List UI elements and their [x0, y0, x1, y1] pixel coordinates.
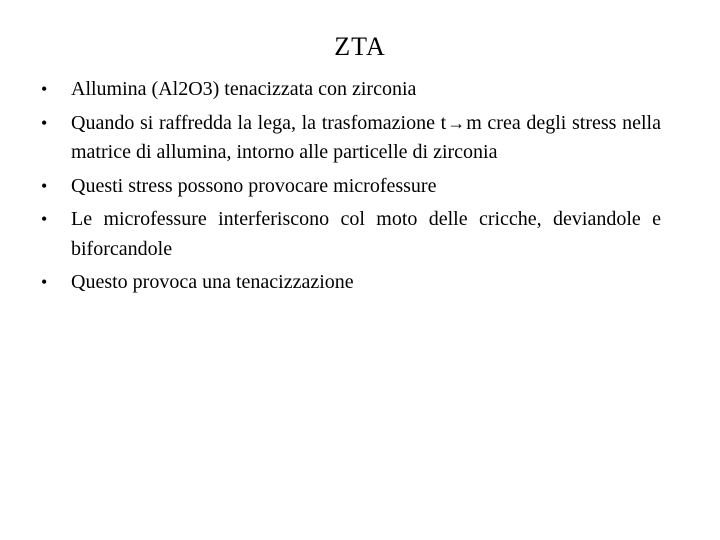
bullet-text: Questi stress possono provocare microfessure — [71, 174, 437, 197]
bullet-icon: • — [41, 272, 48, 292]
bullet-item-2 — [41, 109, 661, 168]
bullet-item-4 — [41, 205, 661, 264]
bullet-text: Allumina (Al2O3) tenacizzata con zirconia — [71, 78, 417, 100]
bullet-icon: • — [41, 112, 48, 133]
bullet-item-5 — [41, 268, 661, 298]
bullet-icon: • — [41, 209, 48, 229]
slide-title: ZTA — [334, 32, 386, 61]
bullet-text-before-arrow: Quando si raffredda la lega, la trasfomazione t — [71, 111, 447, 134]
bullet-icon: • — [41, 175, 48, 196]
arrow-right-icon: → — [447, 112, 466, 133]
bullet-item-3 — [41, 172, 661, 202]
bullet-text-after-arrow: m crea degli stress nella matrice di allumina, intorno alle particelle di zirconia — [71, 111, 661, 163]
bullet-item-1 — [41, 75, 661, 105]
bullet-list — [41, 75, 661, 302]
bullet-icon: • — [41, 79, 48, 99]
bullet-text: Le microfessure interferiscono col moto delle cricche, deviandole e biforcandole — [71, 208, 661, 260]
bullet-text: Questo provoca una tenacizzazione — [71, 271, 354, 293]
